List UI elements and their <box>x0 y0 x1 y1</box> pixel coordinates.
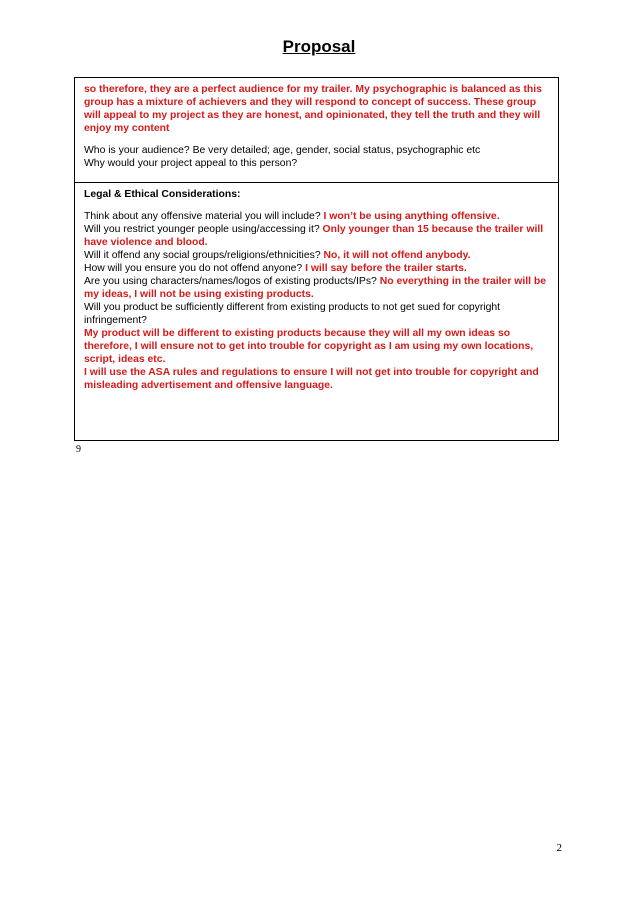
audience-question: Who is your audience? Be very detailed; age, gender, social status, psychographic etc <box>84 145 481 156</box>
question-text: Will it offend any social groups/religions/ethnicities? <box>84 250 321 261</box>
question-text: Will you restrict younger people using/accessing it? <box>84 224 320 235</box>
question-text: Are you using characters/names/logos of existing products/IPs? <box>84 276 377 287</box>
answer-text: I won’t be using anything offensive. <box>323 211 500 222</box>
footnote-number: 9 <box>76 444 81 455</box>
legal-ethical-section <box>74 182 559 441</box>
answer-text: Only younger than 15 because the trailer will have violence and blood. <box>84 224 544 248</box>
qa-offend-groups <box>84 249 554 262</box>
copyright-answer: My product will be different to existing products because they will all my own ideas so therefore, I will ensure not to get into trouble for copyright as I am using my own locations, script, ideas etc. <box>84 328 534 365</box>
qa-existing-ips <box>84 275 554 301</box>
appeal-question: Why would your project appeal to this person? <box>84 158 298 169</box>
audience-answer: so therefore, they are a perfect audience for my trailer. My psychographic is balanced as this group has a mixture of achievers and they will respond to concept of success. These group will appeal to my project as they are honest, and opinionated, they tell the truth and they will enjoy my content <box>84 84 542 134</box>
copyright-question: Will you product be sufficiently different from existing products to not get sued for copyright infringement? <box>84 302 501 326</box>
question-text: How will you ensure you do not offend anyone? <box>84 263 303 274</box>
page-number: 2 <box>556 842 562 854</box>
qa-restrict <box>84 223 554 249</box>
qa-offensive <box>84 210 554 223</box>
qa-ensure <box>84 262 554 275</box>
page-title: Proposal <box>282 37 356 56</box>
audience-section <box>74 77 559 183</box>
answer-text: No, it will not offend anybody. <box>323 250 471 261</box>
answer-text: No everything in the trailer will be my ideas, I will not be using existing products. <box>84 276 547 300</box>
section-heading: Legal & Ethical Considerations: <box>84 189 241 200</box>
answer-text: I will say before the trailer starts. <box>305 263 467 274</box>
question-text: Think about any offensive material you will include? <box>84 211 321 222</box>
asa-answer: I will use the ASA rules and regulations to ensure I will not get into trouble for copyright and misleading advertisement and offensive language. <box>84 367 539 391</box>
